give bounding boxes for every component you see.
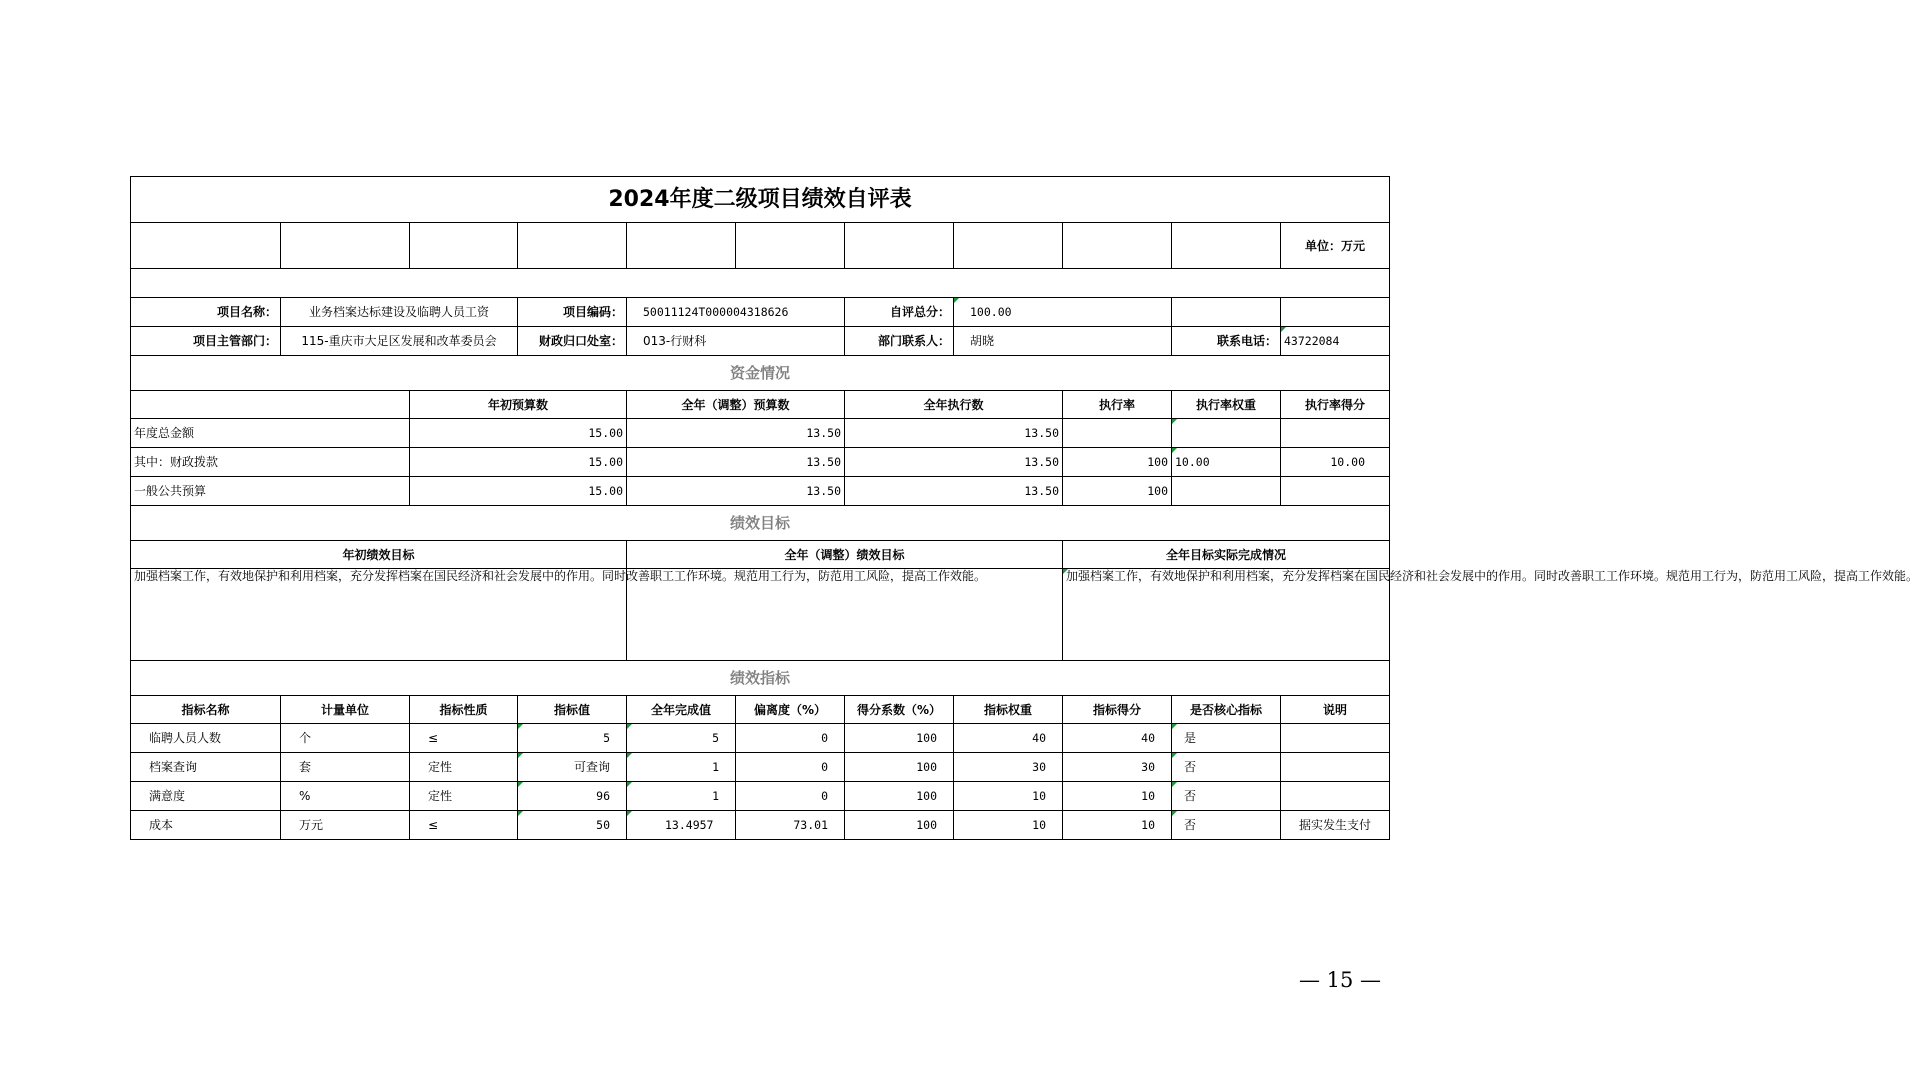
indicator-target: 96 xyxy=(518,782,627,811)
indicator-name: 成本 xyxy=(131,811,281,840)
funds-row xyxy=(131,448,1390,477)
indicator-nature: 定性 xyxy=(410,753,518,782)
indicator-weight: 10 xyxy=(954,811,1063,840)
indicator-note xyxy=(1281,724,1390,753)
indicator-core: 否 xyxy=(1172,811,1281,840)
indicator-weight: 10 xyxy=(954,782,1063,811)
funds-header: 执行率权重 xyxy=(1172,391,1281,419)
funds-header: 年初预算数 xyxy=(410,391,627,419)
indicators-section-title: 绩效指标 xyxy=(131,661,1390,696)
unit-row xyxy=(131,223,1390,269)
goals-header-row xyxy=(131,541,1390,569)
funds-executed: 13.50 xyxy=(845,477,1063,506)
dept: 115-重庆市大足区发展和改革委员会 xyxy=(281,327,518,356)
funds-initial: 15.00 xyxy=(410,477,627,506)
self-score-label: 自评总分： xyxy=(845,298,954,327)
indicator-score: 10 xyxy=(1063,782,1172,811)
indicator-target: 50 xyxy=(518,811,627,840)
indicator-unit: 套 xyxy=(281,753,410,782)
indicator-nature: 定性 xyxy=(410,782,518,811)
indicator-score: 10 xyxy=(1063,811,1172,840)
funds-header: 执行率 xyxy=(1063,391,1172,419)
indicator-header: 指标权重 xyxy=(954,696,1063,724)
indicator-header: 得分系数（%） xyxy=(845,696,954,724)
project-info-row xyxy=(131,327,1390,356)
finance-office: 013-行财科 xyxy=(627,327,845,356)
indicator-coefficient: 100 xyxy=(845,811,954,840)
funds-adjusted: 13.50 xyxy=(627,448,845,477)
indicator-header: 说明 xyxy=(1281,696,1390,724)
indicator-note: 据实发生支付 xyxy=(1281,811,1390,840)
indicator-nature: ≤ xyxy=(410,724,518,753)
indicator-note xyxy=(1281,753,1390,782)
funds-section-title: 资金情况 xyxy=(131,356,1390,391)
page-number: — 15 — xyxy=(1298,968,1382,992)
funds-rate xyxy=(1063,419,1172,448)
indicator-done: 1 xyxy=(627,753,736,782)
indicator-unit: 万元 xyxy=(281,811,410,840)
indicator-header: 是否核心指标 xyxy=(1172,696,1281,724)
blank-row xyxy=(131,269,1390,298)
indicator-row xyxy=(131,753,1390,782)
indicator-weight: 30 xyxy=(954,753,1063,782)
funds-header: 执行率得分 xyxy=(1281,391,1390,419)
indicator-header: 全年完成值 xyxy=(627,696,736,724)
initial-goal-text: 加强档案工作，有效地保护和利用档案，充分发挥档案在国民经济和社会发展中的作用。同时改善职工工作环境。规范用工行为，防范用工风险，提高工作效能。 xyxy=(131,569,627,661)
funds-header: 全年（调整）预算数 xyxy=(627,391,845,419)
indicator-row xyxy=(131,724,1390,753)
dept-label: 项目主管部门： xyxy=(131,327,281,356)
funds-score xyxy=(1281,419,1390,448)
indicator-name: 临聘人员人数 xyxy=(131,724,281,753)
indicator-done: 1 xyxy=(627,782,736,811)
project-info-row xyxy=(131,298,1390,327)
indicator-core: 是 xyxy=(1172,724,1281,753)
funds-executed: 13.50 xyxy=(845,419,1063,448)
goals-content-row xyxy=(131,569,1390,661)
funds-adjusted: 13.50 xyxy=(627,477,845,506)
funds-score xyxy=(1281,477,1390,506)
contact-label: 部门联系人： xyxy=(845,327,954,356)
funds-row-label: 其中：财政拨款 xyxy=(131,448,410,477)
project-code-label: 项目编码： xyxy=(518,298,627,327)
indicator-nature: ≤ xyxy=(410,811,518,840)
phone-label: 联系电话： xyxy=(1172,327,1281,356)
funds-weight: 10.00 xyxy=(1172,448,1281,477)
indicator-done: 5 xyxy=(627,724,736,753)
goals-header: 全年目标实际完成情况 xyxy=(1063,541,1390,569)
funds-rate: 100 xyxy=(1063,477,1172,506)
indicator-target: 5 xyxy=(518,724,627,753)
funds-row xyxy=(131,419,1390,448)
goals-section-title: 绩效目标 xyxy=(131,506,1390,541)
indicator-core: 否 xyxy=(1172,782,1281,811)
indicator-target: 可查询 xyxy=(518,753,627,782)
funds-weight xyxy=(1172,419,1281,448)
indicator-deviation: 73.01 xyxy=(736,811,845,840)
funds-score: 10.00 xyxy=(1281,448,1390,477)
goals-header: 年初绩效目标 xyxy=(131,541,627,569)
indicator-unit: 个 xyxy=(281,724,410,753)
indicator-coefficient: 100 xyxy=(845,782,954,811)
indicator-weight: 40 xyxy=(954,724,1063,753)
indicators-header-row xyxy=(131,696,1390,724)
indicator-coefficient: 100 xyxy=(845,753,954,782)
indicator-header: 偏离度（%） xyxy=(736,696,845,724)
indicator-name: 档案查询 xyxy=(131,753,281,782)
indicator-score: 40 xyxy=(1063,724,1172,753)
funds-row-label: 年度总金额 xyxy=(131,419,410,448)
contact: 胡晓 xyxy=(954,327,1172,356)
indicator-name: 满意度 xyxy=(131,782,281,811)
funds-header-row xyxy=(131,391,1390,419)
form-title: 2024年度二级项目绩效自评表 xyxy=(131,177,1390,223)
indicator-row xyxy=(131,811,1390,840)
self-score: 100.00 xyxy=(954,298,1172,327)
indicator-deviation: 0 xyxy=(736,782,845,811)
phone: 43722084 xyxy=(1281,327,1390,356)
funds-initial: 15.00 xyxy=(410,419,627,448)
funds-rate: 100 xyxy=(1063,448,1172,477)
funds-row-label: 一般公共预算 xyxy=(131,477,410,506)
indicator-header: 指标名称 xyxy=(131,696,281,724)
funds-initial: 15.00 xyxy=(410,448,627,477)
indicator-done: 13.4957 xyxy=(627,811,736,840)
funds-executed: 13.50 xyxy=(845,448,1063,477)
project-code: 50011124T000004318626 xyxy=(627,298,845,327)
goals-header: 全年（调整）绩效目标 xyxy=(627,541,1063,569)
indicator-note xyxy=(1281,782,1390,811)
indicator-deviation: 0 xyxy=(736,724,845,753)
funds-adjusted: 13.50 xyxy=(627,419,845,448)
unit-label: 单位：万元 xyxy=(1281,223,1390,269)
indicator-coefficient: 100 xyxy=(845,724,954,753)
project-name-label: 项目名称： xyxy=(131,298,281,327)
adjusted-goal-text xyxy=(627,569,1063,661)
indicator-header: 计量单位 xyxy=(281,696,410,724)
actual-completion-text: 加强档案工作，有效地保护和利用档案，充分发挥档案在国民经济和社会发展中的作用。同时改善职工工作环境。规范用工行为，防范用工风险，提高工作效能。 xyxy=(1063,569,1390,661)
indicator-row xyxy=(131,782,1390,811)
finance-label: 财政归口处室： xyxy=(518,327,627,356)
indicator-core: 否 xyxy=(1172,753,1281,782)
indicator-header: 指标值 xyxy=(518,696,627,724)
project-name: 业务档案达标建设及临聘人员工资 xyxy=(281,298,518,327)
funds-weight xyxy=(1172,477,1281,506)
indicator-header: 指标性质 xyxy=(410,696,518,724)
funds-row xyxy=(131,477,1390,506)
indicator-header: 指标得分 xyxy=(1063,696,1172,724)
self-evaluation-form xyxy=(130,176,1918,840)
indicator-deviation: 0 xyxy=(736,753,845,782)
indicator-score: 30 xyxy=(1063,753,1172,782)
funds-header: 全年执行数 xyxy=(845,391,1063,419)
indicator-unit: % xyxy=(281,782,410,811)
